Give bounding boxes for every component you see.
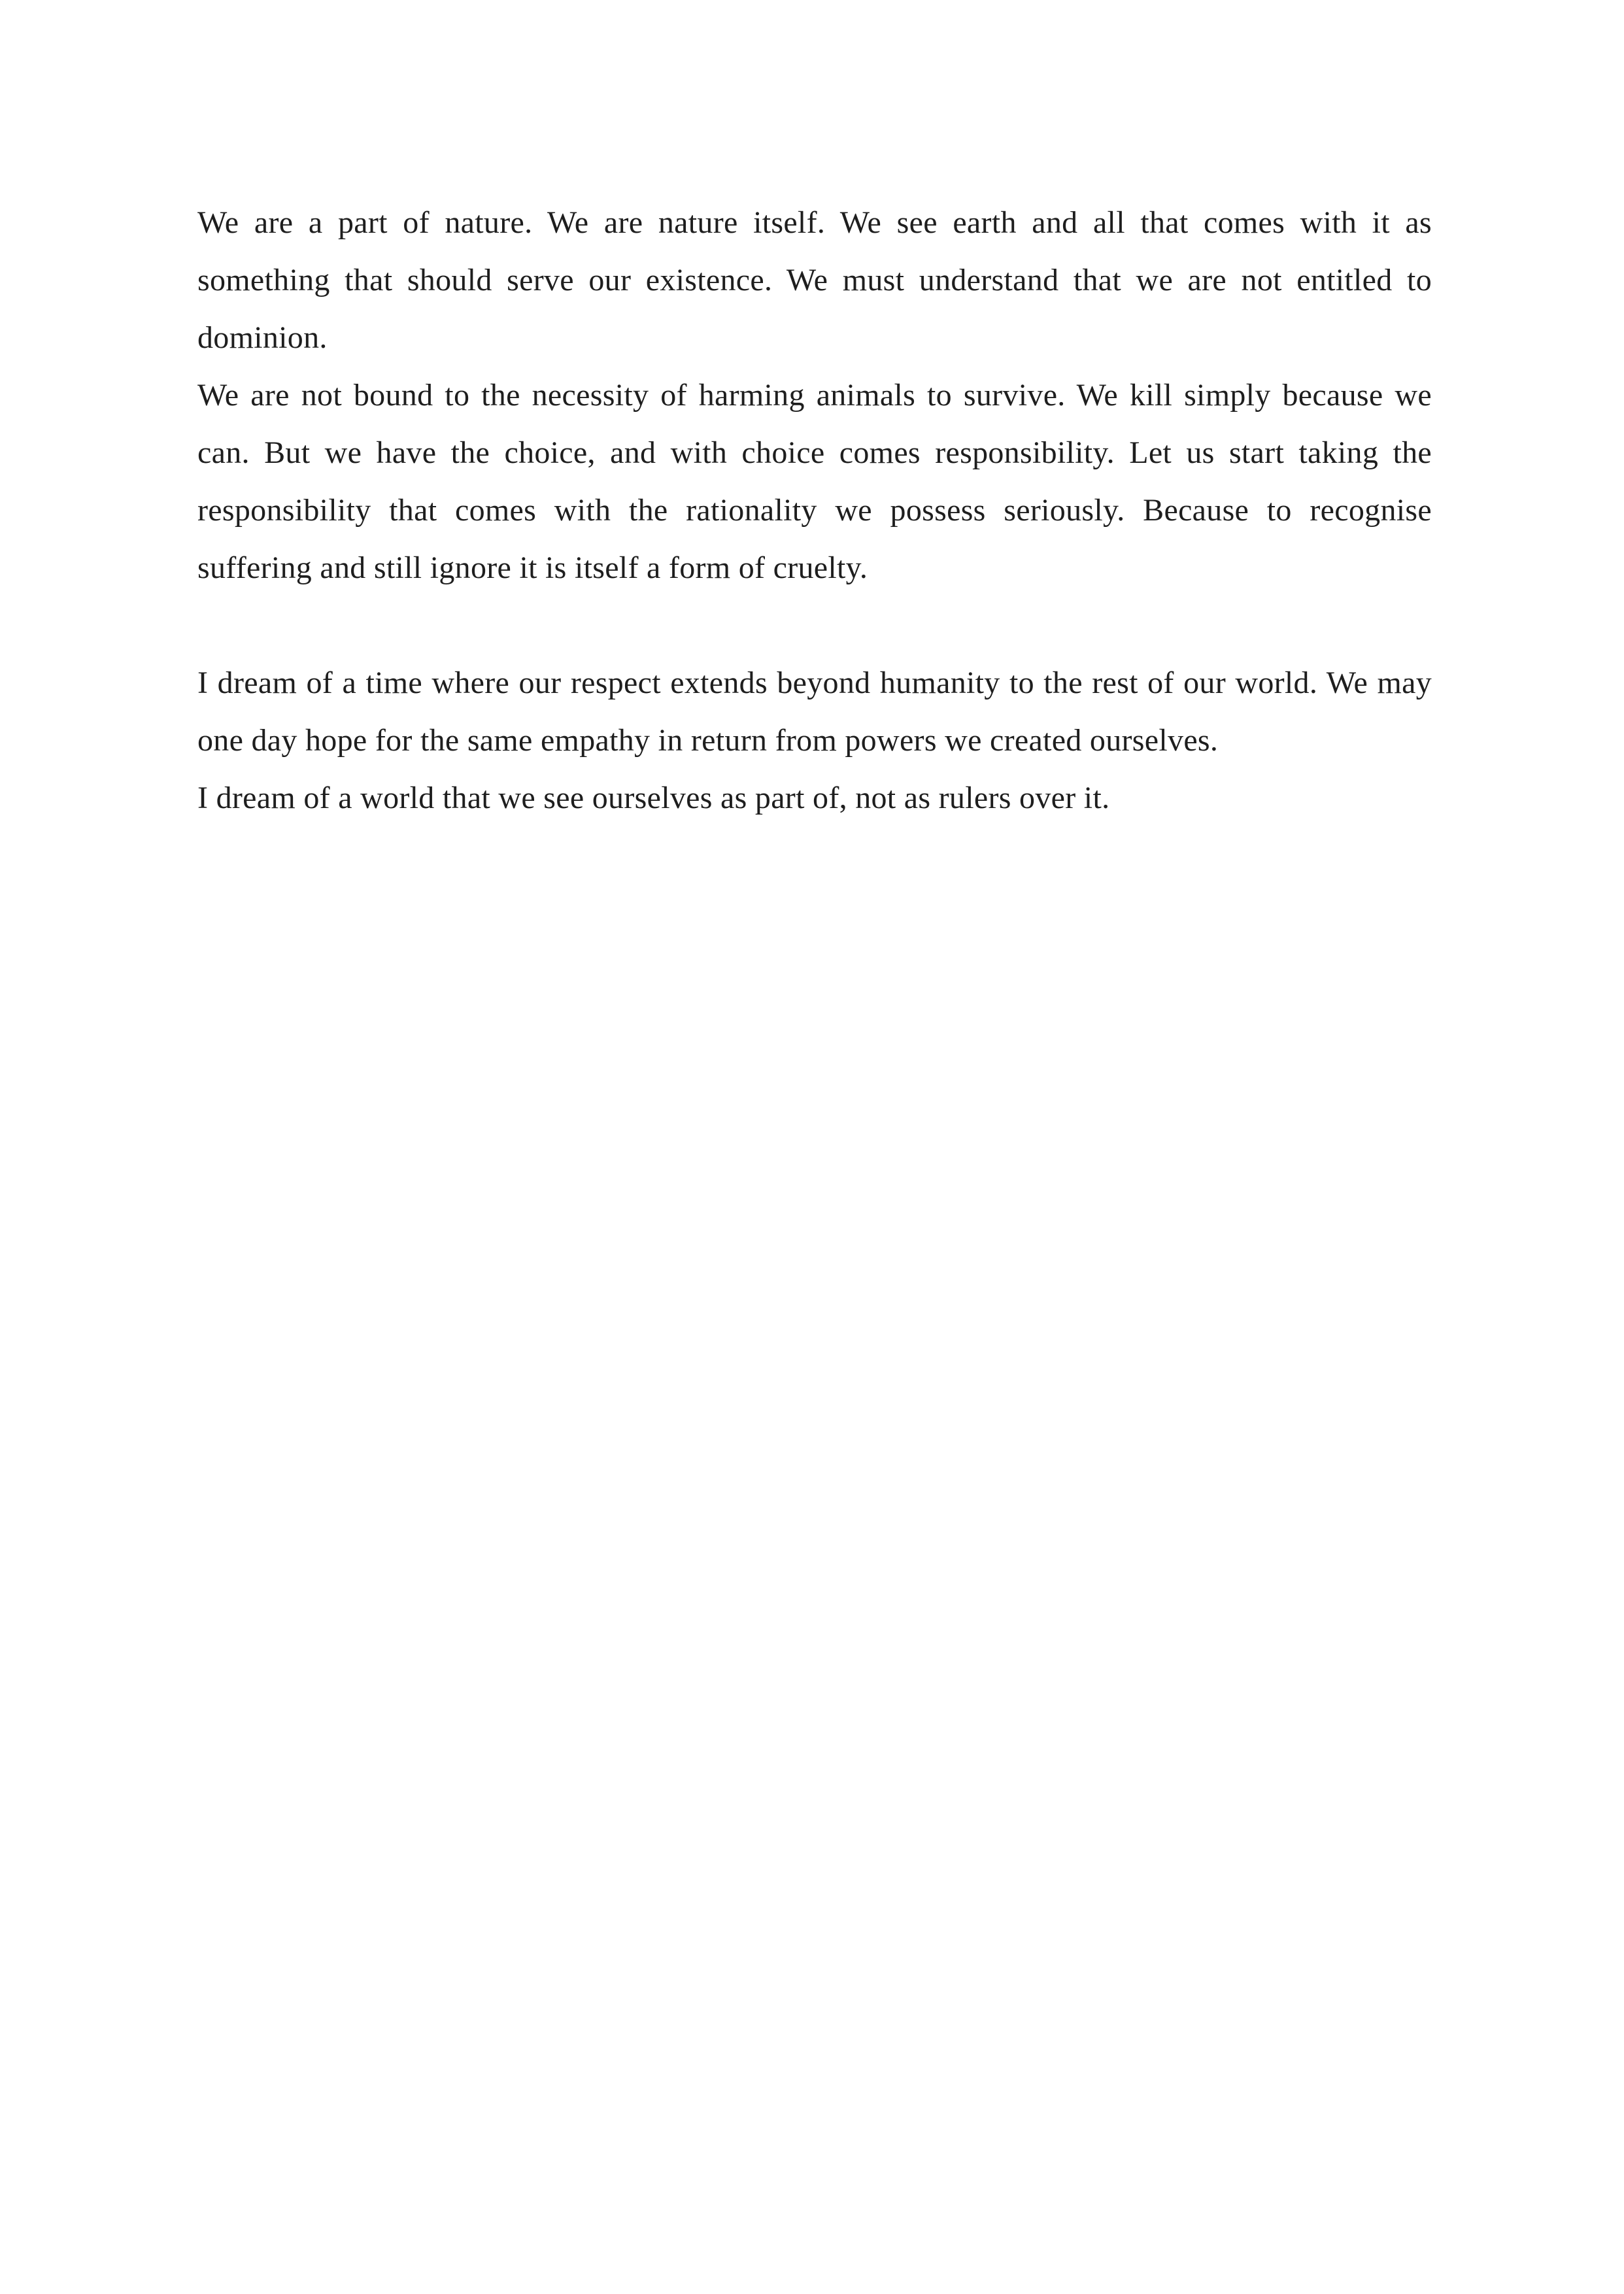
paragraph-responsibility: We are not bound to the necessity of harming animals to survive. We kill simply because we can. But we have the choice, and with choice comes responsibility. Let us start taking the responsibility that comes with the rationality we possess seriously. Because to recognise suffering and still ignore it is itself a form of cruelty. xyxy=(197,378,1432,585)
document-body xyxy=(197,194,1432,827)
paragraph-gap xyxy=(197,597,1432,654)
paragraph-dream-respect: I dream of a time where our respect extends beyond humanity to the rest of our world. We may one day hope for the same empathy in return from powers we created ourselves. xyxy=(197,666,1432,758)
paragraph-dream-world: I dream of a world that we see ourselves as part of, not as rulers over it. xyxy=(197,781,1110,815)
paragraph-nature: We are a part of nature. We are nature itself. We see earth and all that comes with it as something that should serve our existence. We must understand that we are not entitled to dominion. xyxy=(197,205,1432,355)
